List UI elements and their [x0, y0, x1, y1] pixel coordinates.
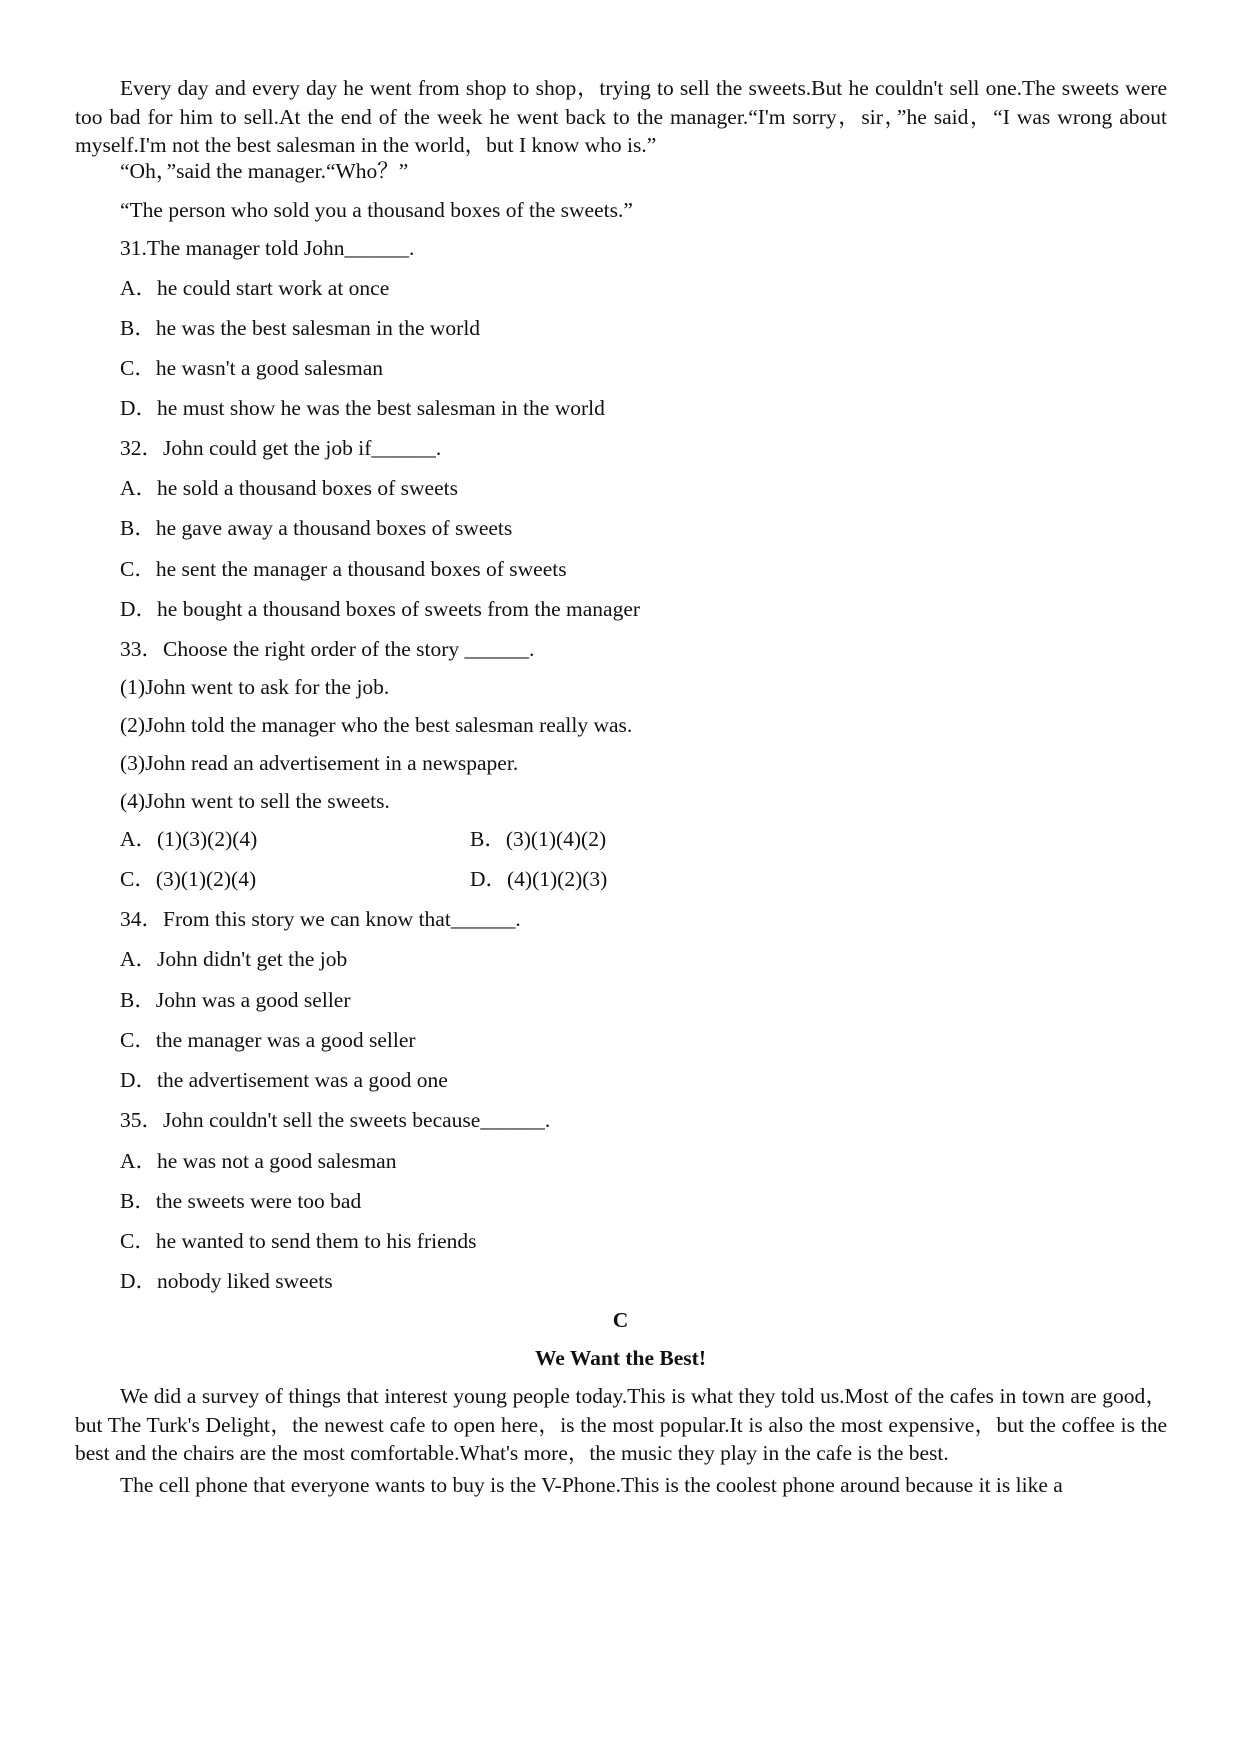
question-34-option-c: C．the manager was a good seller: [120, 1028, 416, 1052]
question-32-option-b: B．he gave away a thousand boxes of sweets: [120, 516, 513, 540]
story-paragraph-1: Every day and every day he went from shop to shop，trying to sell the sweets.But he couldn't sell one.The sweets were too bad for him to sell.At the end of the week he went back to the manager.“I'm sorry，sir，”he said，“I was wrong about myself.I'm not the best salesman in the world，but I know who is.”: [75, 76, 1167, 157]
question-35-option-c: C．he wanted to send them to his friends: [120, 1229, 477, 1253]
question-33-option-a: A．(1)(3)(2)(4): [120, 827, 258, 851]
question-32-stem: 32．John could get the job if______.: [120, 436, 442, 460]
question-33-statement-4: (4)John went to sell the sweets.: [120, 789, 390, 813]
question-31-stem: 31.The manager told John______.: [120, 236, 415, 260]
section-letter: C: [612, 1308, 629, 1332]
section-c-paragraph-1: We did a survey of things that interest young people today.This is what they told us.Most of the cafes in town are good，but The Turk's Delight，the newest cafe to open here，is the most popular.It is also the most expensive，but the coffee is the best and the chairs are the most comfortable.What's more，the music they play in the cafe is the best.: [75, 1384, 1167, 1465]
question-32-option-a: A．he sold a thousand boxes of sweets: [120, 476, 458, 500]
question-33-option-b: B．(3)(1)(4)(2): [470, 827, 607, 851]
question-35-option-d: D．nobody liked sweets: [120, 1269, 333, 1293]
question-35-option-a: A．he was not a good salesman: [120, 1149, 397, 1173]
question-33-option-d: D．(4)(1)(2)(3): [470, 867, 608, 891]
question-33-statement-2: (2)John told the manager who the best salesman really was.: [120, 713, 633, 737]
story-paragraph-3: “The person who sold you a thousand boxes of the sweets.”: [120, 198, 633, 222]
question-31-option-c: C．he wasn't a good salesman: [120, 356, 384, 380]
question-34-stem: 34．From this story we can know that______.: [120, 907, 521, 931]
section-title: We Want the Best!: [534, 1346, 706, 1370]
question-33-stem: 33．Choose the right order of the story ______.: [120, 637, 535, 661]
section-c-paragraph-2: The cell phone that everyone wants to buy is the V-Phone.This is the coolest phone around because it is like a: [120, 1473, 1063, 1497]
question-31-option-d: D．he must show he was the best salesman in the world: [120, 396, 605, 420]
question-35-stem: 35．John couldn't sell the sweets because______.: [120, 1108, 551, 1132]
question-31-option-b: B．he was the best salesman in the world: [120, 316, 481, 340]
question-34-option-b: B．John was a good seller: [120, 988, 351, 1012]
question-32-option-d: D．he bought a thousand boxes of sweets from the manager: [120, 597, 641, 621]
question-32-option-c: C．he sent the manager a thousand boxes of sweets: [120, 557, 567, 581]
question-33-statement-1: (1)John went to ask for the job.: [120, 675, 390, 699]
story-paragraph-2: “Oh，”said the manager.“Who？”: [120, 159, 409, 183]
question-34-option-d: D．the advertisement was a good one: [120, 1068, 448, 1092]
question-33-option-c: C．(3)(1)(2)(4): [120, 867, 257, 891]
question-31-option-a: A．he could start work at once: [120, 276, 390, 300]
question-35-option-b: B．the sweets were too bad: [120, 1189, 362, 1213]
question-34-option-a: A．John didn't get the job: [120, 947, 348, 971]
question-33-statement-3: (3)John read an advertisement in a newspaper.: [120, 751, 519, 775]
